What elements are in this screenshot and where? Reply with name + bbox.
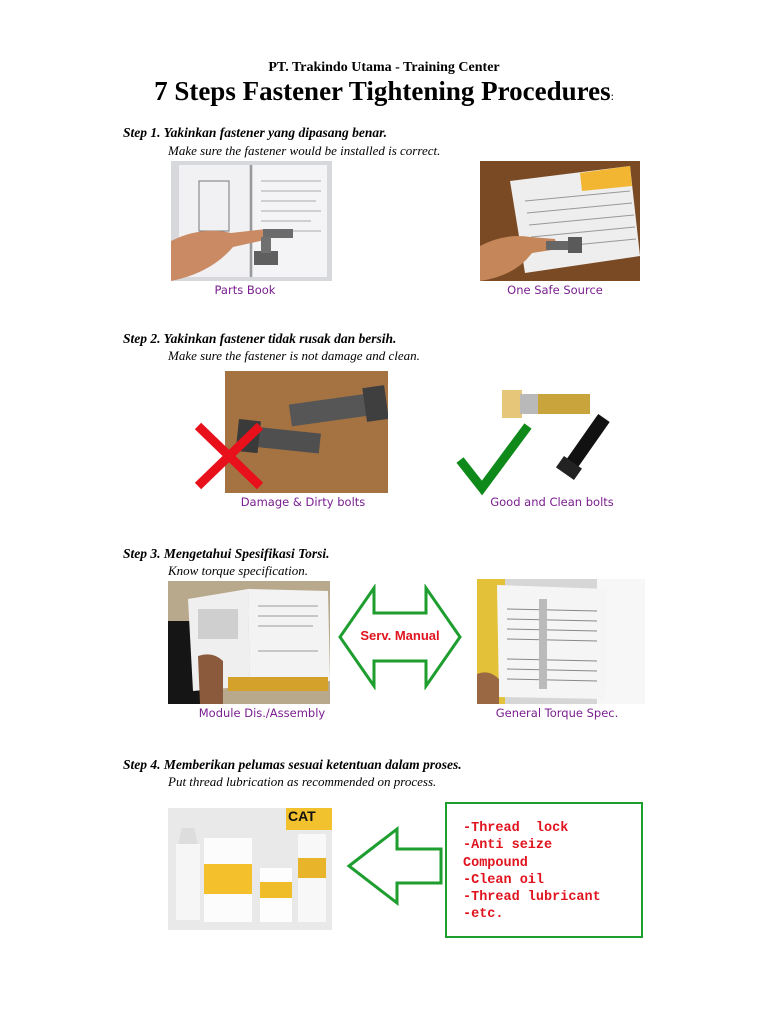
page-title-suffix: : bbox=[610, 89, 614, 103]
lubricant-list bbox=[463, 820, 601, 924]
page-title bbox=[0, 76, 768, 107]
step-4-heading: Step 4. Memberikan pelumas sesuai ketentuan dalam proses. bbox=[123, 757, 462, 772]
step-2-heading: Step 2. Yakinkan fastener tidak rusak dan bersih. bbox=[123, 331, 397, 346]
cross-mark-icon bbox=[188, 420, 270, 492]
caption-module-assembly: Module Dis./Assembly bbox=[198, 706, 326, 720]
page-title-text: 7 Steps Fastener Tightening Procedures bbox=[154, 76, 611, 106]
cat-brand-label: CAT bbox=[288, 808, 316, 824]
parts-book-illustration bbox=[171, 161, 332, 281]
organization-name: PT. Trakindo Utama - Training Center bbox=[268, 60, 500, 75]
lubricants-photo bbox=[168, 808, 332, 930]
one-safe-source-photo bbox=[480, 161, 640, 281]
caption-parts-book: Parts Book bbox=[214, 283, 276, 297]
lube-item: -Clean oil bbox=[463, 872, 545, 888]
caption-good-clean: Good and Clean bolts bbox=[490, 495, 614, 509]
lube-item: Compound bbox=[463, 855, 528, 871]
caption-one-safe-source: One Safe Source bbox=[507, 283, 603, 297]
lubricant-list-box bbox=[445, 802, 643, 938]
module-manual-photo bbox=[168, 581, 330, 704]
lubricants-illustration bbox=[168, 808, 332, 930]
lube-item: -Thread lock bbox=[463, 821, 569, 836]
step-2-subheading: Make sure the fastener is not damage and clean. bbox=[168, 348, 420, 363]
check-mark-icon bbox=[456, 420, 532, 496]
left-arrow-icon bbox=[345, 825, 445, 907]
lube-item: -etc. bbox=[463, 907, 504, 923]
serv-manual-label: Serv. Manual bbox=[360, 628, 440, 643]
one-safe-source-illustration bbox=[480, 161, 640, 281]
step-4-subheading: Put thread lubrication as recommended on process. bbox=[168, 774, 437, 789]
step-3-heading: Step 3. Mengetahui Spesifikasi Torsi. bbox=[123, 546, 330, 561]
module-manual-illustration bbox=[168, 581, 330, 704]
step-1-subheading: Make sure the fastener would be installed is correct. bbox=[168, 143, 441, 158]
step-1-heading: Step 1. Yakinkan fastener yang dipasang benar. bbox=[123, 125, 388, 140]
parts-book-photo bbox=[171, 161, 332, 281]
torque-spec-illustration bbox=[477, 579, 645, 704]
step-3-subheading: Know torque specification. bbox=[168, 563, 308, 578]
lube-item: -Thread lubricant bbox=[463, 890, 601, 906]
lube-item: -Anti seize bbox=[463, 838, 553, 854]
caption-torque-spec: General Torque Spec. bbox=[495, 706, 619, 720]
torque-spec-photo bbox=[477, 579, 645, 704]
caption-damage-dirty: Damage & Dirty bolts bbox=[240, 495, 366, 509]
